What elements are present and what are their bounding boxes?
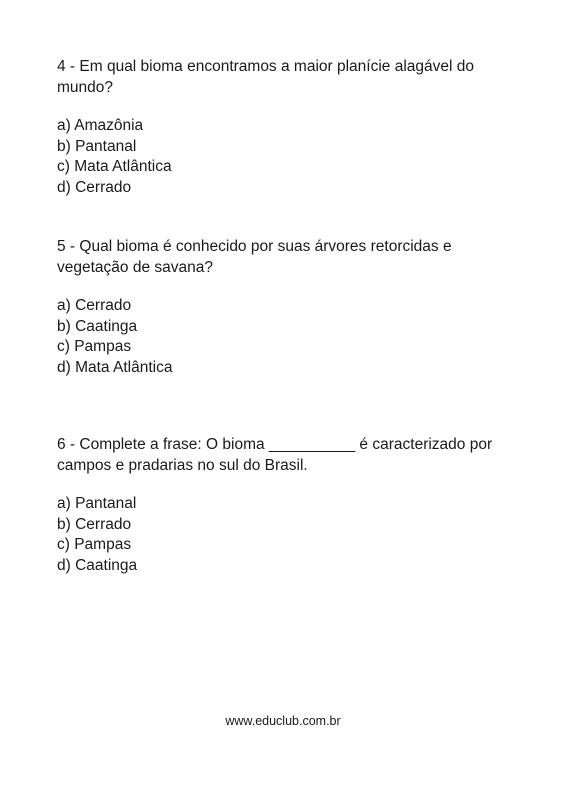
question-5-option-c[interactable]: c) Pampas <box>57 338 132 356</box>
question-6-option-c[interactable]: c) Pampas <box>57 536 132 554</box>
question-6-text: 6 - Complete a frase: O bioma __________ é caracterizado por campos e pradarias no sul do Brasil. <box>57 436 493 474</box>
question-4-text: 4 - Em qual bioma encontramos a maior planície alagável do mundo? <box>57 58 475 96</box>
question-4 <box>57 56 512 198</box>
question-4-options <box>57 116 512 198</box>
question-6 <box>57 434 512 576</box>
question-5-option-a[interactable]: a) Cerrado <box>57 297 132 314</box>
question-6-options <box>57 494 512 576</box>
question-5-option-b[interactable]: b) Caatinga <box>57 317 138 335</box>
question-6-option-d[interactable]: d) Caatinga <box>57 556 138 574</box>
question-4-option-d[interactable]: d) Cerrado <box>57 178 132 196</box>
question-4-option-b[interactable]: b) Pantanal <box>57 137 137 155</box>
question-4-option-c[interactable]: c) Mata Atlântica <box>57 158 172 176</box>
footer-website: www.educlub.com.br <box>225 714 341 728</box>
question-5-text: 5 - Qual bioma é conhecido por suas árvores retorcidas e vegetação de savana? <box>57 238 452 276</box>
question-6-option-b[interactable]: b) Cerrado <box>57 515 132 533</box>
question-6-option-a[interactable]: a) Pantanal <box>57 495 137 512</box>
question-5-options <box>57 296 512 378</box>
question-4-option-a[interactable]: a) Amazônia <box>57 117 144 134</box>
question-5-option-d[interactable]: d) Mata Atlântica <box>57 358 173 376</box>
question-5 <box>57 236 512 378</box>
